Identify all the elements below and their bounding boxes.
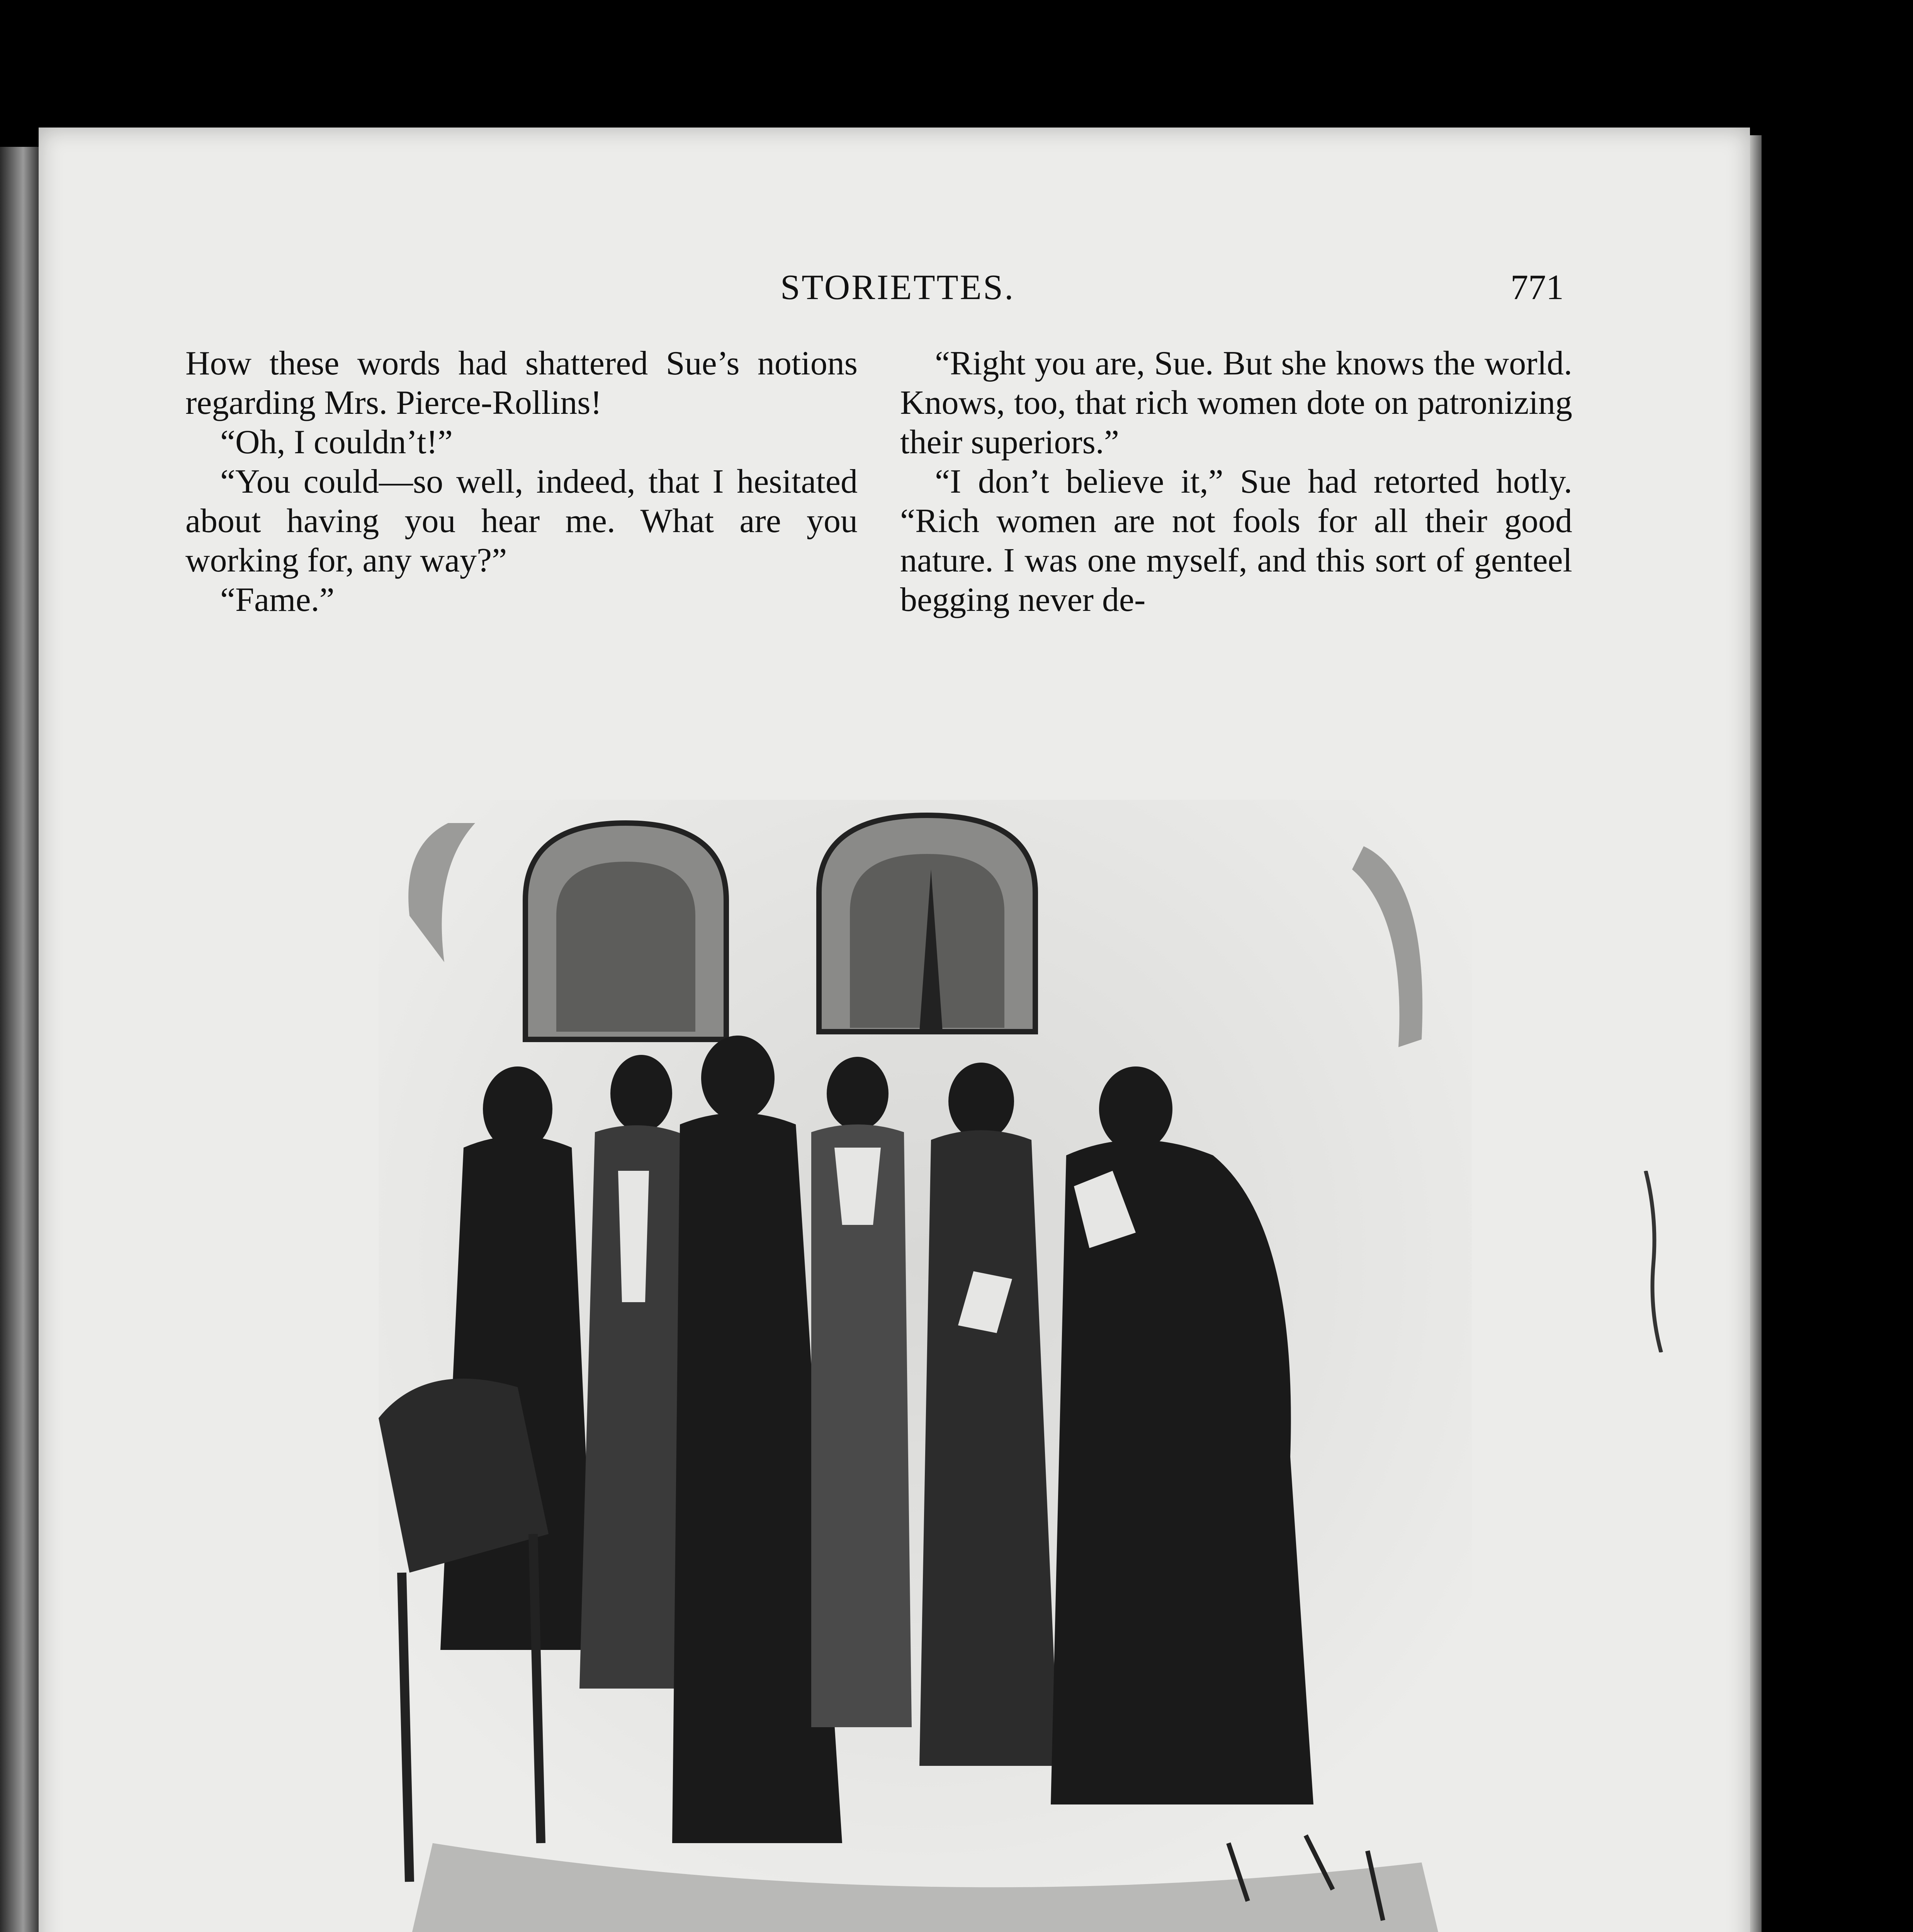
margin-ink-mark xyxy=(1642,1171,1665,1352)
paragraph: “Oh, I couldn’t!” xyxy=(220,423,453,461)
text-column-top-right xyxy=(900,344,1572,620)
facing-page-edge xyxy=(0,147,39,1932)
text-column-top-left xyxy=(185,344,858,620)
page-header xyxy=(39,267,1750,321)
paragraph: “You could—so well, indeed, that I hesitated about having you hear me. What are you working for, any way?” xyxy=(185,463,858,579)
paragraph: “I don’t believe it,” Sue had retorted hotly. “Rich women are not fools for all their good nature. I was one myself, and this sort of genteel begging never de- xyxy=(900,463,1572,619)
running-head: STORIETTES. xyxy=(780,267,1015,307)
paragraph: “Fame.” xyxy=(220,581,335,619)
paragraph: How these words had shattered Sue’s notions regarding Mrs. Pierce-Rollins! xyxy=(185,345,858,422)
page-number: 771 xyxy=(1510,267,1564,307)
magazine-page xyxy=(39,128,1750,1932)
paragraph: “Right you are, Sue. But she knows the world. Knows, too, that rich women dote on patronizing their superiors.” xyxy=(900,345,1572,461)
page-edge-shadow xyxy=(1750,135,1762,1932)
ballroom-illustration xyxy=(379,800,1472,1932)
